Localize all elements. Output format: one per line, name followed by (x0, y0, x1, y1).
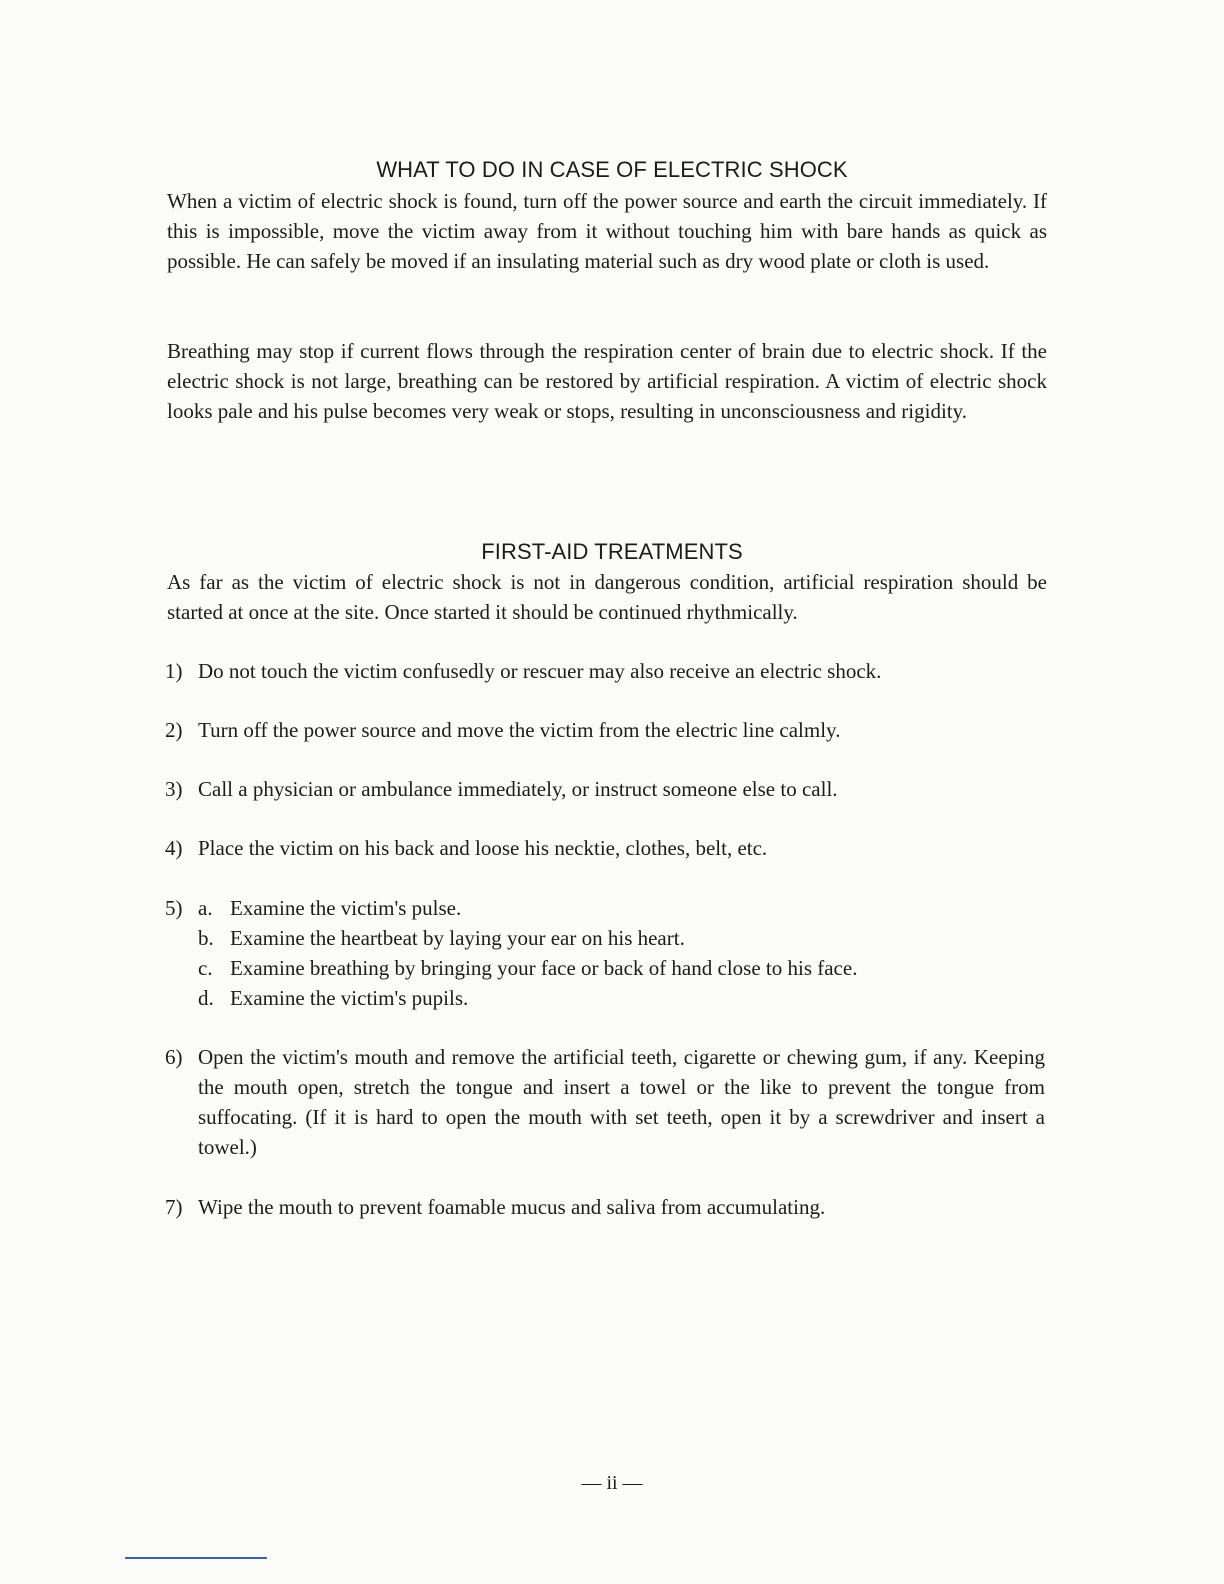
sub-item (198, 983, 1045, 1013)
list-item-number: 7) (165, 1195, 183, 1219)
list-item (165, 774, 1045, 804)
section-heading-electric-shock: WHAT TO DO IN CASE OF ELECTRIC SHOCK (376, 157, 848, 182)
sub-item (198, 953, 1045, 983)
list-item-number: 6) (165, 1045, 183, 1069)
list-item-number: 3) (165, 777, 183, 801)
list-item (165, 833, 1045, 863)
sub-item (198, 893, 1045, 923)
list-item (165, 893, 1045, 1013)
list-item-number: 1) (165, 659, 183, 683)
sub-item-letter: d. (198, 986, 214, 1010)
paragraph-first-aid-intro: As far as the victim of electric shock is not in dangerous condition, artificial respiration should be started at once at the site. Once started it should be continued rhythmically. (167, 570, 1047, 624)
page-number: — ii — (581, 1472, 643, 1494)
paragraph-electric-shock-1: When a victim of electric shock is found, turn off the power source and earth the circuit immediately. If this is impossible, move the victim away from it without touching him with bare hands as quick as possible. He can safely be moved if an insulating material such as dry wood plate or cloth is used. (167, 189, 1047, 273)
list-item-number: 4) (165, 836, 183, 860)
sub-item-text: Examine breathing by bringing your face or back of hand close to his face. (230, 956, 858, 980)
sub-item-text: Examine the heartbeat by laying your ear on his heart. (230, 926, 685, 950)
sub-item-letter: c. (198, 956, 213, 980)
list-item-number: 2) (165, 718, 183, 742)
list-item (165, 715, 1045, 745)
section-heading-first-aid: FIRST-AID TREATMENTS (481, 539, 743, 564)
list-item (165, 656, 1045, 686)
list-item-text: Turn off the power source and move the victim from the electric line calmly. (198, 718, 841, 742)
list-item-text: Wipe the mouth to prevent foamable mucus and saliva from accumulating. (198, 1195, 826, 1219)
list-item (165, 1042, 1045, 1162)
list-item-text: Open the victim's mouth and remove the artificial teeth, cigarette or chewing gum, if any. Keeping the mouth open, stretch the tongue and insert a towel or the like to prevent the tongue from suffocating. (If it is hard to open the mouth with set teeth, open it by a screwdriver and insert a towel.) (198, 1045, 1045, 1159)
sub-item (198, 923, 1045, 953)
scan-artifact-line (125, 1557, 267, 1559)
list-item-text: Place the victim on his back and loose his necktie, clothes, belt, etc. (198, 836, 768, 860)
sub-item-text: Examine the victim's pulse. (230, 896, 462, 920)
sub-item-letter: a. (198, 896, 213, 920)
list-item (165, 1192, 1045, 1222)
list-item-number: 5) (165, 896, 183, 920)
paragraph-electric-shock-2: Breathing may stop if current flows through the respiration center of brain due to electric shock. If the electric shock is not large, breathing can be restored by artificial respiration. A victim of electric shock looks pale and his pulse becomes very weak or stops, resulting in unconsciousness and rigidity. (167, 339, 1047, 423)
sub-item-text: Examine the victim's pupils. (230, 986, 469, 1010)
sub-item-letter: b. (198, 926, 214, 950)
list-item-text: Do not touch the victim confusedly or rescuer may also receive an electric shock. (198, 659, 882, 683)
list-item-text: Call a physician or ambulance immediately, or instruct someone else to call. (198, 777, 838, 801)
